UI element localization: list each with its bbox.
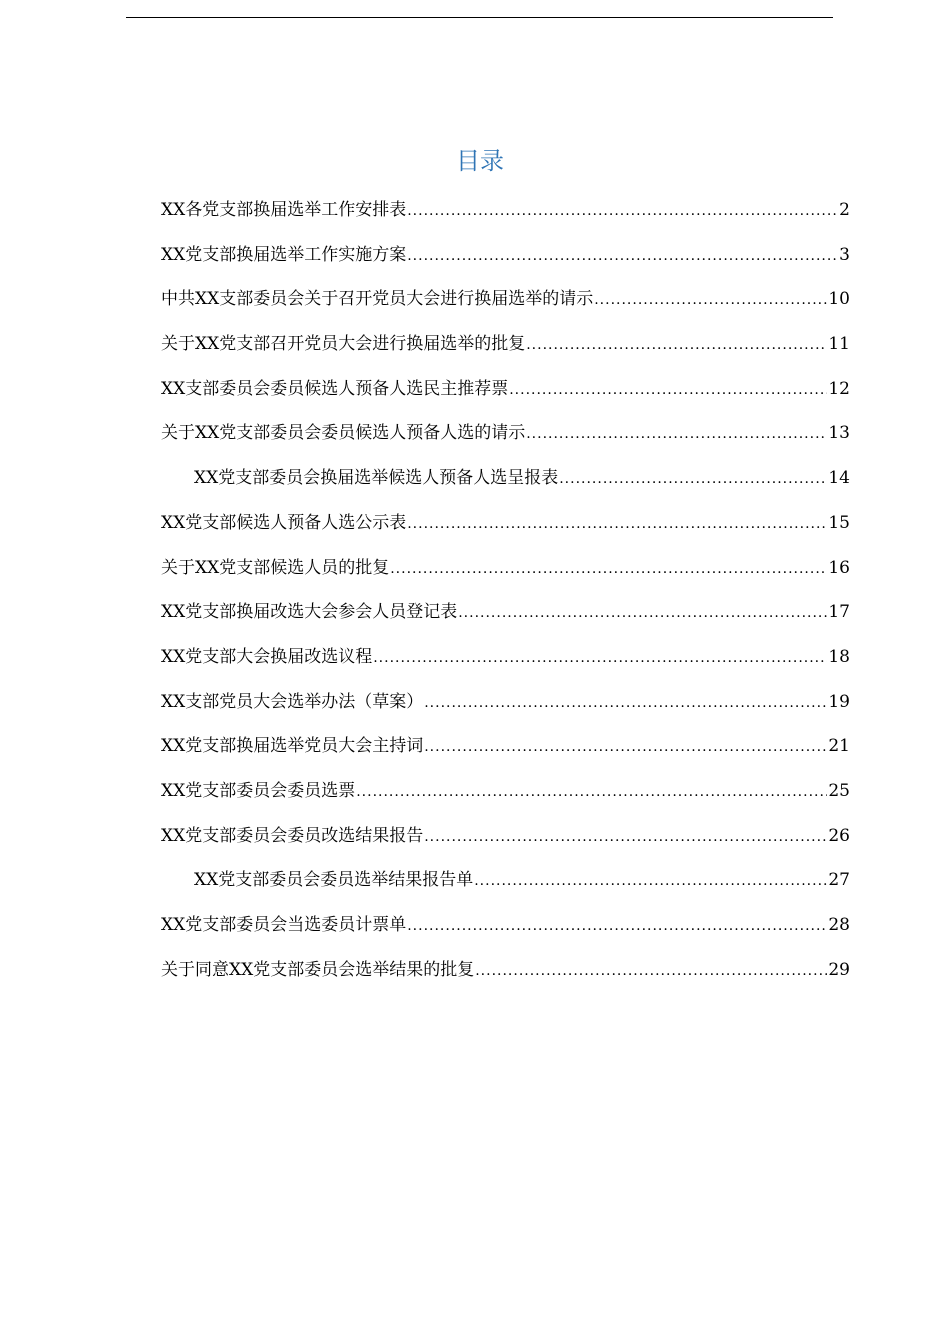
toc-entry[interactable] [161,196,850,241]
toc-dot-leader [407,912,827,940]
toc-entry[interactable] [161,732,850,777]
toc-entry-page: 14 [828,468,850,489]
toc-entry-text: XX党支部换届改选大会参会人员登记表 [161,602,458,623]
toc-dot-leader [474,867,827,895]
toc-dot-leader [509,376,827,404]
toc-entry[interactable] [161,643,850,688]
toc-entry-page: 29 [828,959,850,980]
toc-entry-page: 26 [828,825,850,846]
toc-entry-text: 关于XX党支部委员会委员候选人预备人选的请示 [161,423,526,444]
toc-entry-page: 17 [828,602,850,623]
toc-entry[interactable] [161,911,850,956]
header-rule [126,17,833,18]
toc-entry[interactable] [161,956,850,1001]
toc-dot-leader [407,510,827,538]
toc-entry-text: XX党支部大会换届改选议程 [161,646,373,667]
toc-entry[interactable] [161,822,850,867]
toc-dot-leader [356,778,827,806]
toc-dot-leader [526,420,827,448]
toc-entry-text: XX党支部候选人预备人选公示表 [161,512,407,533]
toc-dot-leader [373,644,827,672]
toc-entry-page: 3 [839,244,850,265]
toc-dot-leader [526,331,827,359]
toc-entry-subsection[interactable] [161,464,850,509]
toc-dot-leader [458,599,827,627]
toc-entry[interactable] [161,241,850,286]
toc-dot-leader [424,733,827,761]
toc-dot-leader [424,689,827,717]
toc-entry-text: XX党支部换届选举党员大会主持词 [161,736,424,757]
toc-entry-page: 25 [828,780,850,801]
toc-entry[interactable] [161,285,850,330]
toc-entry[interactable] [161,688,850,733]
toc-entry-text: XX党支部委员会当选委员计票单 [161,915,407,935]
toc-entry-page: 19 [828,691,850,712]
toc-entry-page: 10 [828,289,850,310]
toc-entry[interactable] [161,554,850,599]
toc-entry-text: XX党支部换届选举工作实施方案 [161,244,407,265]
toc-dot-leader [559,465,827,493]
toc-entry-text: XX党支部委员会委员选举结果报告单 [194,870,474,891]
toc-entry-text: XX支部委员会委员候选人预备人选民主推荐票 [161,378,509,399]
toc-entry-text: 关于同意XX党支部委员会选举结果的批复 [161,959,475,980]
toc-entry-page: 2 [839,200,850,220]
toc-entry-text: XX支部党员大会选举办法（草案） [161,691,424,712]
toc-entry-page: 11 [828,334,850,355]
toc-entry-text: XX党支部委员会委员改选结果报告 [161,825,424,846]
toc-dot-leader [407,197,838,225]
toc-dot-leader [390,555,827,583]
toc-entry-subsection[interactable] [161,866,850,911]
toc-dot-leader [407,242,838,270]
toc-list [161,196,850,1000]
toc-entry-text: XX各党支部换届选举工作安排表 [161,200,407,220]
toc-entry-page: 21 [828,736,850,757]
toc-entry[interactable] [161,419,850,464]
toc-entry-page: 12 [828,378,850,399]
toc-entry-page: 15 [828,512,850,533]
toc-entry[interactable] [161,375,850,420]
toc-entry-page: 28 [828,915,850,935]
toc-dot-leader [594,286,827,314]
toc-entry-page: 16 [828,557,850,578]
toc-entry[interactable] [161,777,850,822]
toc-dot-leader [475,957,827,985]
toc-entry-text: XX党支部委员会换届选举候选人预备人选呈报表 [194,468,559,489]
toc-title: 目录 [456,147,504,175]
toc-entry-text: 关于XX党支部候选人员的批复 [161,557,390,578]
toc-entry-text: 关于XX党支部召开党员大会进行换届选举的批复 [161,334,526,355]
toc-entry-text: XX党支部委员会委员选票 [161,780,356,801]
toc-entry-page: 13 [828,423,850,444]
toc-entry[interactable] [161,509,850,554]
toc-dot-leader [424,823,827,851]
toc-entry-page: 27 [828,870,850,891]
toc-entry[interactable] [161,330,850,375]
toc-entry-page: 18 [828,646,850,667]
toc-entry-text: 中共XX支部委员会关于召开党员大会进行换届选举的请示 [161,289,594,310]
toc-entry[interactable] [161,598,850,643]
